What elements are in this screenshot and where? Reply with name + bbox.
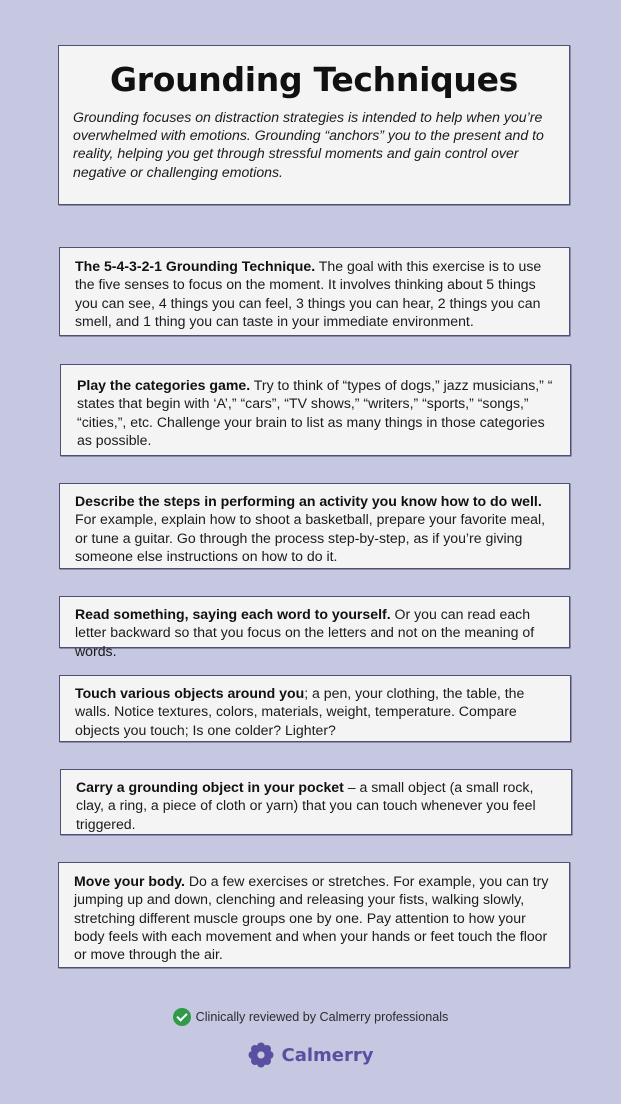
tip-heading: Touch various objects around you (75, 685, 305, 701)
tip-body: ; a pen, your clothing, the table, the walls. Notice textures, colors, materials, weight, temperature. Compare objects you touch; Is one colder? Lighter? (75, 685, 525, 738)
tip-body: Do a few exercises or stretches. For example, you can try jumping up and down, clenching and releasing your fists, walking slowly, stretching different muscle groups one by one. Pay attention to how your body feels with each movement and when your hands or feet touch the floor or move through the air. (74, 873, 549, 963)
header-card (58, 45, 570, 205)
tip-body: – a small object (a small rock, clay, a ring, a piece of cloth or yarn) that you can touch whenever you feel triggered. (76, 779, 536, 832)
check-circle-icon (173, 1008, 191, 1026)
tip-body: Or you can read each letter backward so that you focus on the letters and not on the meaning of words. (75, 606, 535, 659)
tip-heading: Carry a grounding object in your pocket (76, 779, 344, 795)
tip-body: For example, explain how to shoot a basketball, prepare your favorite meal, or tune a guitar. Go through the process step-by-step, as if you’re giving someone else instructions on how to do it. (75, 511, 546, 564)
tip-card-grounding-object (60, 769, 572, 835)
tip-body: The goal with this exercise is to use the five senses to focus on the moment. It involves thinking about 5 things you can see, 4 things you can feel, 3 things you can hear, 2 things you can smell, and 1 thing you can taste in your immediate environment. (75, 258, 542, 329)
brand-name: Calmerry (281, 1044, 374, 1066)
intro-text: Grounding focuses on distraction strategies is intended to help when you’re overwhelmed with emotions. Grounding “anchors” you to the present and to reality, helping you get through stressful moments and gain control over negative or challenging emotions. (73, 109, 544, 180)
tip-heading: Move your body. (74, 873, 185, 889)
tip-heading: Play the categories game. (77, 377, 251, 393)
tip-card-touch (59, 675, 571, 742)
tip-heading: The 5-4-3-2-1 Grounding Technique. (75, 258, 316, 274)
tip-card-5-4-3-2-1 (59, 247, 570, 336)
tip-card-describe-steps (59, 483, 570, 569)
tip-card-move-body (58, 862, 570, 968)
tip-heading: Describe the steps in performing an activity you know how to do well. (75, 493, 542, 509)
brand-logo (0, 1042, 621, 1068)
clinical-review-note (0, 1008, 621, 1026)
tip-body: Try to think of “types of dogs,” jazz musicians,” “ states that begin with ‘A’,” “cars”, “TV shows,” “writers,” “sports,” “songs,” “cities,”, etc. Challenge your brain to list as many things in those categories as possible. (77, 377, 553, 448)
page-title: Grounding Techniques (109, 60, 519, 99)
tip-card-read (59, 596, 570, 659)
tip-heading: Read something, saying each word to yourself. (75, 606, 391, 622)
calmerry-flower-icon (248, 1042, 274, 1068)
tip-card-categories (60, 364, 571, 456)
review-text: Clinically reviewed by Calmerry professionals (195, 1010, 449, 1024)
